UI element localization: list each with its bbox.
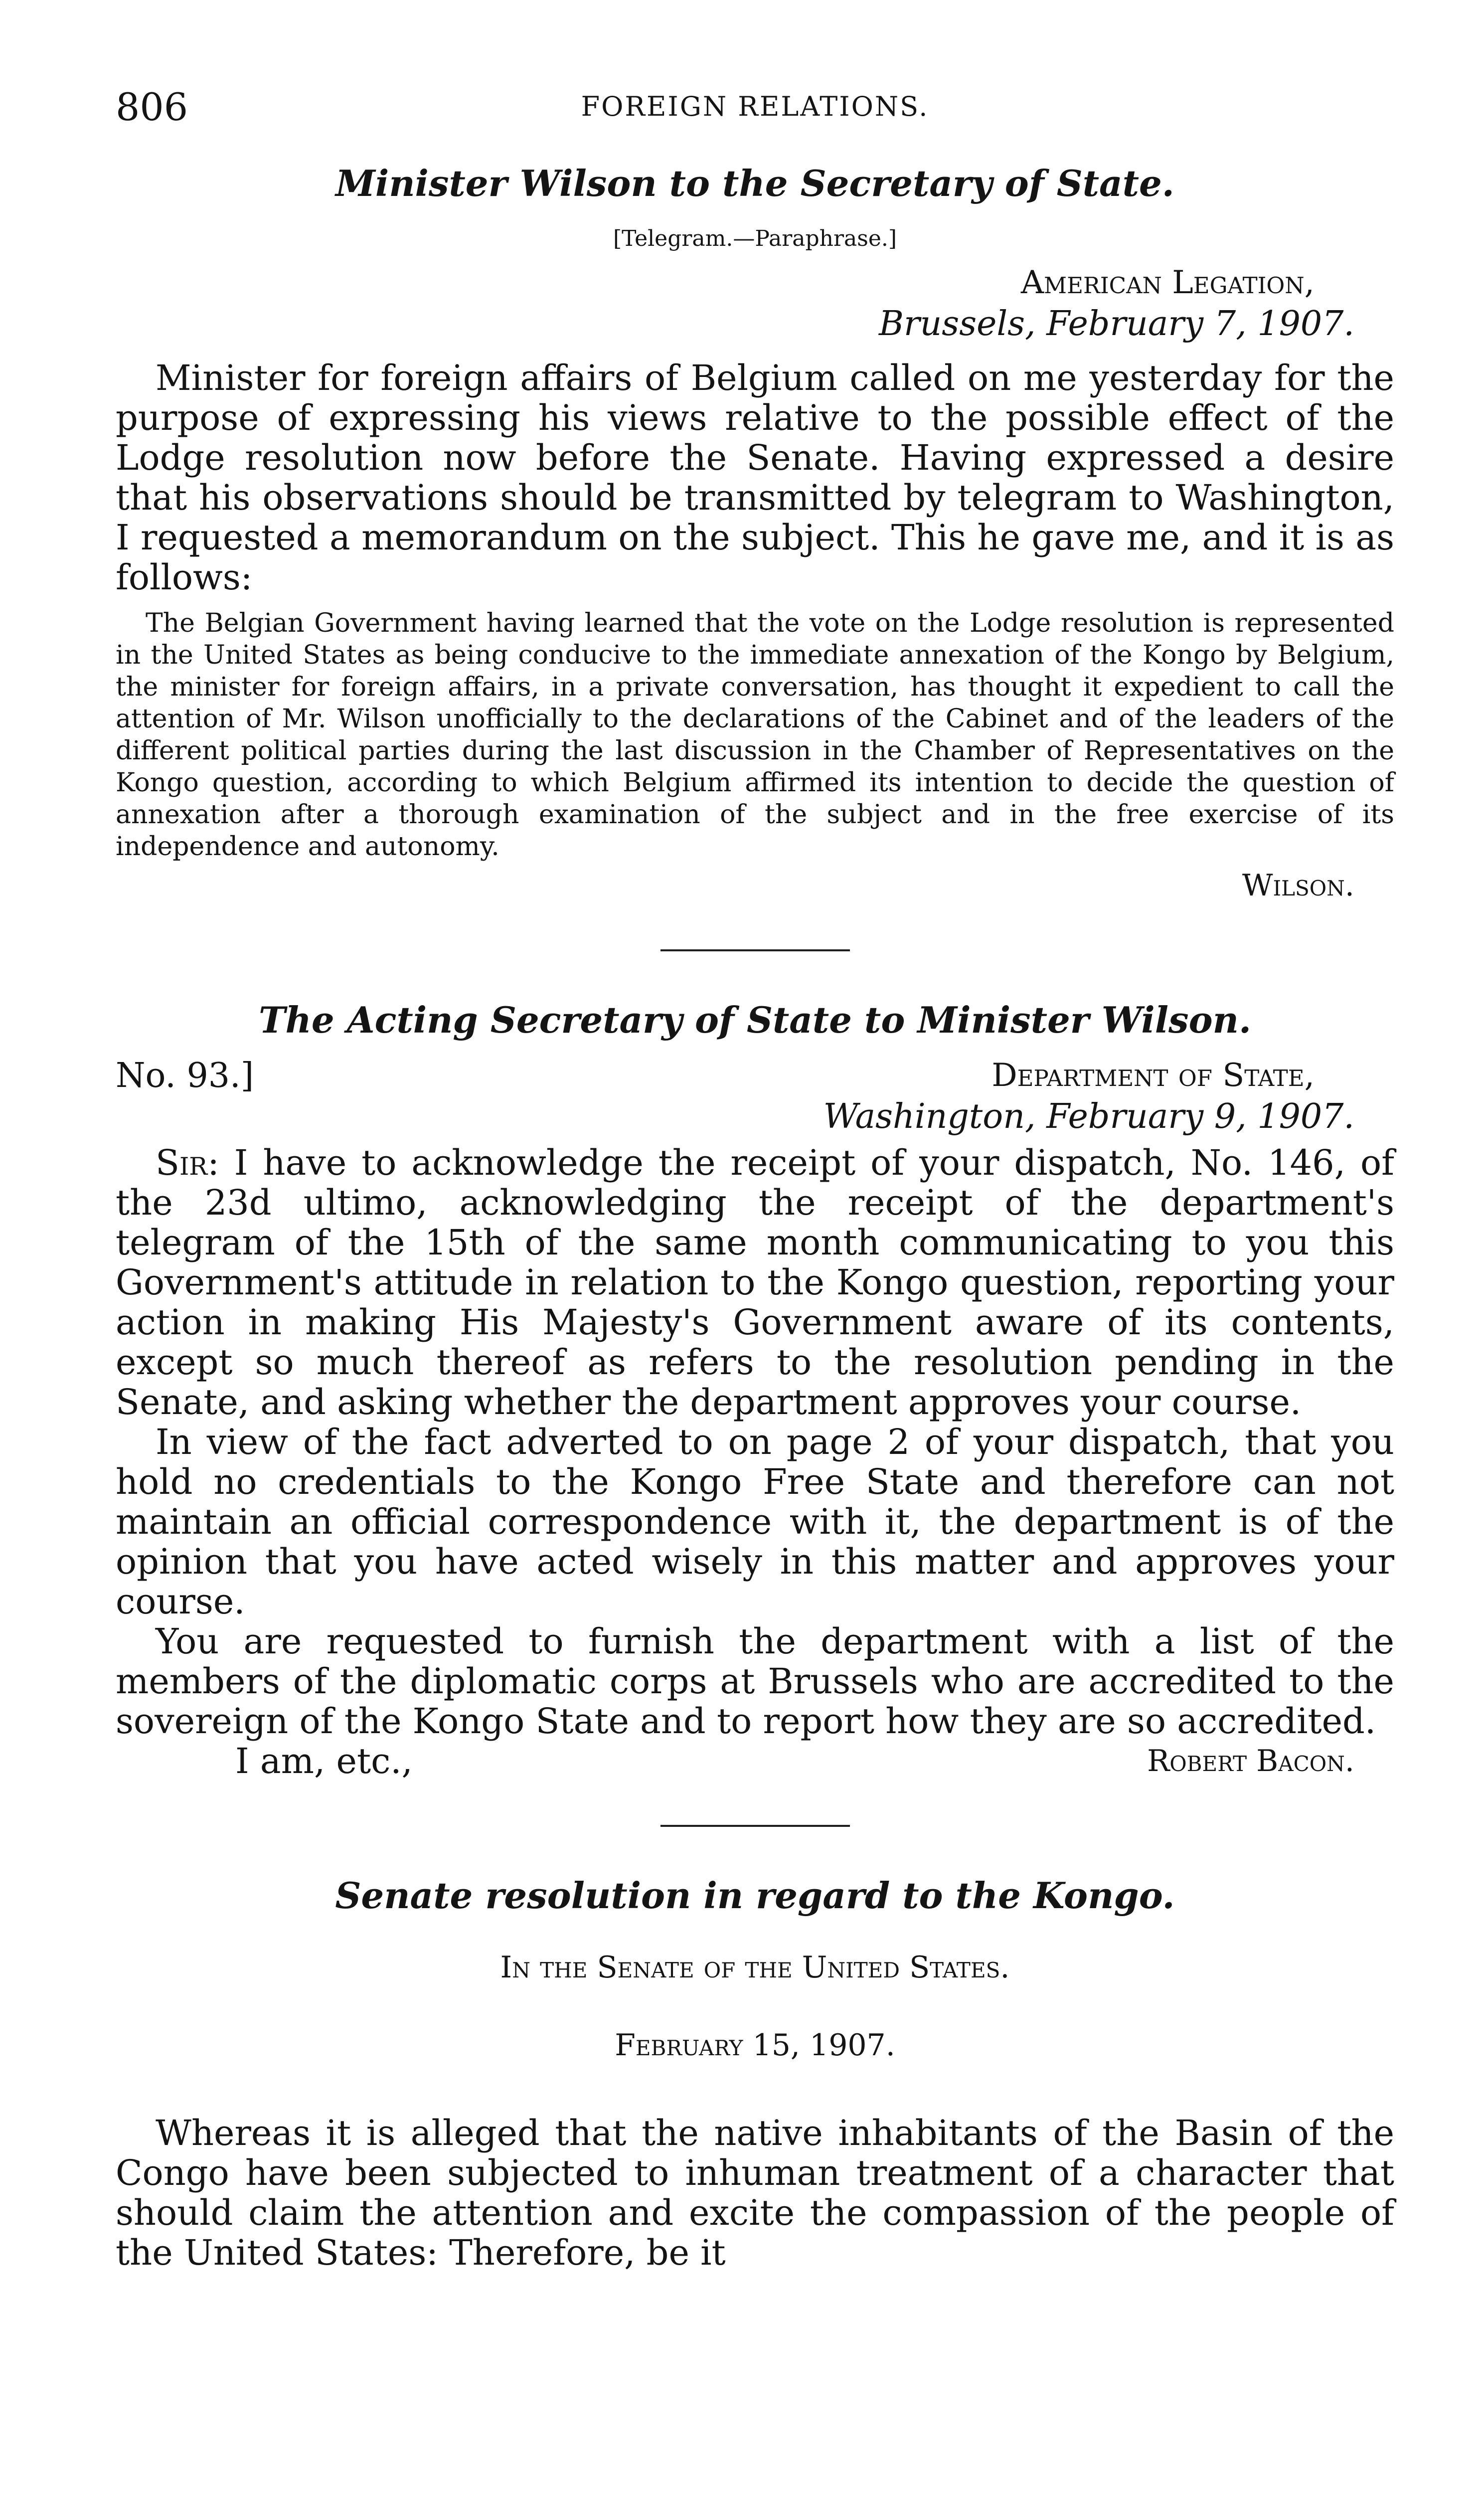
doc3-heading: Senate resolution in regard to the Kongo.: [335, 1874, 1175, 1917]
doc2-signature-row: [116, 1741, 1394, 1781]
doc2-paragraph2: In view of the fact adverted to on page 2 of your dispatch, that you hold no credentials to the Kongo Free State and therefore can not maintain an official correspondence with it, the department is of the opinion that you have acted wisely in this matter and approves your course.: [116, 1422, 1394, 1622]
doc1-heading: Minister Wilson to the Secretary of State.: [335, 162, 1174, 204]
doc3-subheading: In the Senate of the United States.: [500, 1950, 1010, 1985]
doc3-date: February 15, 1907.: [615, 2028, 895, 2063]
doc1-paragraph: Minister for foreign affairs of Belgium called on me yesterday for the purpose of expressing his views relative to the possible effect of the Lodge resolution now before the Senate. Having expressed a desire that his observations should be transmitted by telegram to Washington, I requested a memorandum on the subject. This he gave me, and it is as follows:: [116, 357, 1394, 598]
running-title: FOREIGN RELATIONS.: [581, 91, 929, 122]
doc2-address: [824, 1055, 1394, 1138]
letter-acting-secretary: [116, 996, 1394, 1781]
doc2-paragraph1-text: I have to acknowledge the receipt of your dispatch, No. 146, of the 23d ultimo, acknowledging the receipt of the department's telegram of the 15th of the same month communicating to you this Government's attitude in relation to the Kongo question, reporting your action in making His Majesty's Government aware of its contents, except so much thereof as refers to the resolution pending in the Senate, and asking whether the department approves your course.: [116, 1142, 1394, 1423]
doc1-note: [Telegram.—Paraphrase.]: [613, 226, 897, 251]
doc2-header-row: [116, 1055, 1394, 1138]
page-number: 806: [116, 85, 188, 129]
doc3-paragraph: Whereas it is alleged that the native inhabitants of the Basin of the Congo have been subjected to inhuman treatment of a character that should claim the attention and excite the compassion of the people of the United States: Therefore, be it: [116, 2113, 1394, 2273]
doc1-quote: The Belgian Government having learned that the vote on the Lodge resolution is represented in the United States as being conducive to the immediate annexation of the Kongo by Belgium, the minister for foreign affairs, in a private conversation, has thought it expedient to call the attention of Mr. Wilson unofficially to the declarations of the Cabinet and of the leaders of the different political parties during the last discussion in the Chamber of Representatives on the Kongo question, according to which Belgium affirmed its intention to decide the question of annexation after a thorough examination of the subject and in the free exercise of its independence and autonomy.: [116, 608, 1394, 862]
doc2-heading: The Acting Secretary of State to Minister Wilson.: [258, 999, 1252, 1041]
doc2-address-line2: Washington, February 9, 1907.: [823, 1097, 1354, 1136]
doc1-address-line1: American Legation,: [1020, 264, 1315, 301]
doc2-paragraph1: [116, 1143, 1394, 1422]
doc2-salutation: Sir:: [156, 1142, 219, 1183]
section-divider-1: [660, 949, 850, 951]
doc2-address-line1: Department of State,: [991, 1057, 1315, 1094]
section-divider-2: [660, 1825, 850, 1827]
doc1-signature: Wilson.: [1242, 868, 1354, 903]
doc1-address: [116, 262, 1394, 345]
doc2-paragraph3: You are requested to furnish the department with a list of the members of the diplomatic corps at Brussels who are accredited to the sovereign of the Kongo State and to report how they are so accredited.: [116, 1621, 1394, 1742]
doc2-closing: I am, etc.,: [235, 1741, 413, 1781]
document-page: [116, 85, 1394, 2273]
telegram-wilson: [116, 160, 1394, 905]
running-head: [116, 85, 1394, 140]
doc2-number: No. 93.]: [116, 1056, 254, 1095]
doc1-address-line2: Brussels, February 7, 1907.: [879, 304, 1354, 344]
doc2-signature: Robert Bacon.: [1147, 1744, 1354, 1779]
senate-resolution: [116, 1872, 1394, 2273]
